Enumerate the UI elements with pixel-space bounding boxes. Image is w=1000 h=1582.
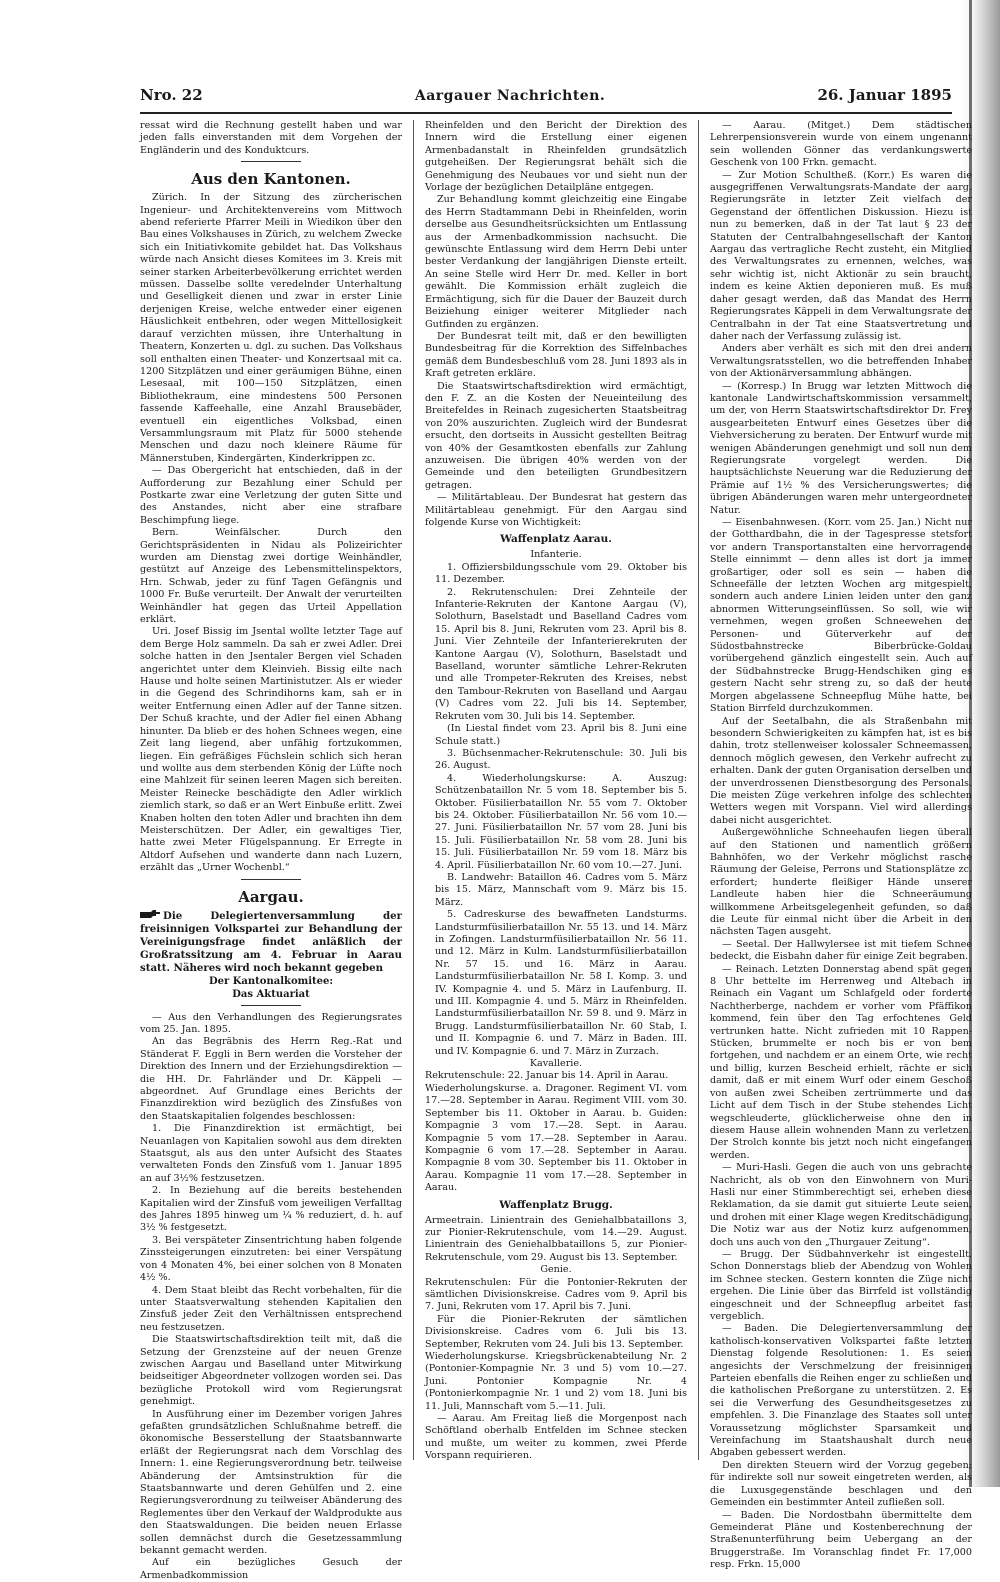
issue-number: Nro. 22 bbox=[140, 86, 203, 104]
list-item: 2. Rekrutenschulen: Drei Zehnteile der Infanterie-Rekruten der Kantone Aargau (V), Solothurn, Baselstadt und Baselland Cadres vom 15. April bis 8. Juni, Rekruten vom 23. April bis 8. Juni. Vier Zehnteile der Infanterierekruten der Kantone Aargau (V), Solothurn, Baselstadt und Baselland, worunter sämtliche Lehrer-Rekruten und alle Trompeter-Rekruten des Kreises, nebst den Tambour-Rekruten von Baselland und Aargau (V) Cadres vom 22. Juli bis 14. September, Rekruten vom 30. Juli bis 14. September. bbox=[435, 586, 687, 722]
paragraph: — (Korresp.) In Brugg war letzten Mittwoch die kantonale Landwirtschaftskommission versammelt, um der, von Herrn Staatswirtschaftsdirektor Dr. Frey ausgearbeiteten Entwurf eines Gesetzes über die Viehversicherung zu beraten. Der Entwurf wurde mit wenigen Abänderungen genehmigt und soll nun dem Regierungsrate vorgelegt werden. Die hauptsächlichste Neuerung war die Reduzierung der Prämie auf 1½ % des Versicherungswertes; die übrigen Abänderungen waren mehr untergeordneter Natur. bbox=[710, 380, 972, 516]
announcement bbox=[140, 910, 402, 975]
announcement-text: Die Delegiertenversammlung der freisinnigen Volkspartei zur Behandlung der Vereinigungsfrage findet anläßlich der Großratssitzung am 4. Februar in Aarau statt. Näheres wird noch bekannt gegeben bbox=[140, 909, 402, 974]
issue-date: 26. Januar 1895 bbox=[817, 86, 952, 104]
paragraph: — Militärtableau. Der Bundesrat hat gestern das Militärtableau genehmigt. Für den Aargau sind folgende Kurse von Wichtigkeit: bbox=[425, 492, 687, 528]
paragraph: An das Begräbnis des Herrn Reg.-Rat und Ständerat F. Eggli in Bern werden die Vorsteher der Direktion des Innern und der Erziehungsdirektion — die HH. Dr. Fahrländer und Dr. Käppeli — abgeordnet. Auf Grundlage eines Berichts der Finanzdirektion wird bezüglich des Zinsfußes von den Staatskapitalien folgendes beschlossen: bbox=[140, 1036, 402, 1122]
list-item: 5. Cadreskurse des bewaffneten Landsturms. Landsturmfüsilierbataillon Nr. 55 13. und 14. März in Zofingen. Landsturmfüsilierbataillon Nr. 56 11. und 12. März in Kulm. Landsturmfüsilierbataillon Nr. 57 15. und 16. März in Aarau. Landsturmfüsilierbataillon Nr. 58 I. Komp. 3. und IV. Kompagnie 4. und 5. März in Laufenburg. II. und III. Kompagnie 4. und 5. März in Rheinfelden. Landsturmfüsilierbataillon Nr. 59 8. und 9. März in Brugg. Landsturmfüsilierbataillon Nr. 60 Stab, I. und II. Kompagnie 6. und 7. März in Baden. III. und IV. Kompagnie 6. und 7. März in Zurzach. bbox=[435, 909, 687, 1057]
list-item: 1. Offiziersbildungsschule vom 29. Oktober bis 11. Dezember. bbox=[435, 561, 687, 586]
divider bbox=[241, 879, 301, 880]
paragraph: Auf ein bezügliches Gesuch der Armenbadkommission bbox=[140, 1557, 402, 1581]
paragraph: — Baden. Die Nordostbahn übermittelte dem Gemeinderat Pläne und Kostenberechnung der Straßenunterführung beim Uebergang an der Bruggerstraße. Im Voranschlag findet Fr. 17,000 resp. Frkn. 15,000 bbox=[710, 1509, 972, 1571]
paragraph-bern: Bern. Weinfälscher. Durch den Gerichtspräsidenten in Nidau als Polizeirichter wurden am Dienstag zwei dortige Weinhändler, gestützt auf Anzeige des Lebensmittelinspektors, Hrn. Schwab, jeder zu fünf Tagen Gefängnis und 1000 Fr. Buße verurteilt. Der Anwalt der verurteilten Weinhändler hat gegen das Urteil Appellation erklärt. bbox=[140, 527, 402, 626]
paragraph: Armeetrain. Linientrain des Geniehalbbataillons 3, zur Pionier-Rekrutenschule, vom 14.—29. August. Linientrain des Geniehalbbataillons 5, zur Pionier-Rekrutenschule, vom 29. August bis 13. September. bbox=[425, 1214, 687, 1263]
paragraph: In Ausführung einer im Dezember vorigen Jahres gefaßten grundsätzlichen Schlußnahme betreff. die ökonomische Besserstellung der Staatsbannwarte erläßt der Regierungsrat nach dem Vorschlag des Innern: 1. eine Regierungsverordnung betr. teilweise Abänderung der Amtsinstruktion für die Staatsbannwarte und deren Gehülfen und 2. eine Regierungsverordnung zu teilweiser Abänderung des Reglementes über den Verkauf der Waldprodukte aus den Staatswaldungen. Die beiden neuen Erlasse sollen demnächst durch die Gesetzessammlung bekannt gemacht werden. bbox=[140, 1408, 402, 1557]
paragraph: Für die Pionier-Rekruten der sämtlichen Divisionskreise. Cadres vom 6. Juli bis 13. September, Rekruten vom 24. Juli bis 13. September. bbox=[425, 1313, 687, 1350]
newspaper-page bbox=[140, 86, 972, 1581]
column-2 bbox=[425, 120, 687, 1460]
paragraph: — Das Obergericht hat entschieden, daß in der Aufforderung zur Bezahlung einer Schuld per Postkarte zwar eine Verletzung der guten Sitte und des Anstandes, nicht aber eine strafbare Beschimpfung liege. bbox=[140, 465, 402, 526]
paragraph: Rheinfelden und den Bericht der Direktion des Innern wird die Erstellung einer eigenen Armenbadanstalt in Rheinfelden grundsätzlich gutgeheißen. Der Regierungsrat behält sich die Genehmigung des Neubaues vor und sieht nun der Vorlage der bezüglichen Detailpläne entgegen. bbox=[425, 120, 687, 194]
page-header bbox=[140, 86, 952, 110]
list-item: 4. Wiederholungskurse: A. Auszug: Schützenbataillon Nr. 5 vom 18. September bis 5. Oktober. Füsilierbataillon Nr. 55 vom 7. Oktober bis 24. Oktober. Füsilierbataillon Nr. 56 vom 10.—27. Juni. Füsilierbataillon Nr. 57 vom 28. Juni bis 15. Juli. Füsilierbataillon Nr. 58 vom 28. Juni bis 15. Juli. Füsilierbataillon Nr. 59 vom 18. März bis 4. April. Füsilierbataillon Nr. 60 vom 10.—27. Juni. bbox=[435, 772, 687, 871]
paragraph: Anders aber verhält es sich mit den drei andern Verwaltungsratsstellen, wo die betreffenden Inhaber von der Aktionärversammlung abhängen. bbox=[710, 343, 972, 380]
paragraph: 3. Bei verspäteter Zinsentrichtung haben folgende Zinssteigerungen einzutreten: bei einer Verspätung von 4 Monaten 4%, bei einer solchen von 8 Monaten 4½ %. bbox=[140, 1234, 402, 1284]
pointing-hand-icon bbox=[140, 910, 160, 918]
divider bbox=[241, 161, 301, 162]
paragraph: — Aarau. (Mitget.) Dem städtischen Lehrerpensionsverein wurde von einem ungenannt sein wollenden Gönner das verdankungswerte Geschenk von 100 Frkn. gemacht. bbox=[710, 120, 972, 169]
paragraph: — Muri-Hasli. Gegen die auch von uns gebrachte Nachricht, als ob von den Einwohnern von Muri-Hasli nur einer Stimmberechtigt sei, erheben diese Reklamation, da sie damit gut situierte Leute seien, und drohen mit einer Klage wegen Kreditschädigung. Die Notiz war aus der Notiz kurz aufgenommen, doch uns auch von den „Thurgauer Zeitung“. bbox=[710, 1162, 972, 1248]
column-3 bbox=[710, 120, 972, 1571]
paragraph: — Baden. Die Delegiertenversammlung der katholisch-konservativen Volkspartei faßte letzten Dienstag folgende Resolutionen: 1. Es seien angesichts der Verschmelzung der freisinnigen Parteien ebenfalls die Reihen enger zu schließen und die katholischen Preßorgane zu unterstützen. 2. Es sei die Verwerfung des Gesundheitsgesetzes zu empfehlen. 3. Die Finanzlage des Staates soll unter Voraussetzung möglichster Sparsamkeit und Vereinfachung im Staatshaushalt durch neue Abgaben gebessert werden. bbox=[710, 1323, 972, 1459]
paragraph: — Brugg. Der Südbahnverkehr ist eingestellt. Schon Donnerstags blieb der Abendzug von Wohlen im Schnee stecken. Gestern konnten die Züge nicht ergehen. Die Linie über das Birrfeld ist vollständig eingeschneit und der Schneepflug arbeitet fast vergeblich. bbox=[710, 1248, 972, 1322]
subsection-label: Kavallerie. bbox=[529, 1058, 583, 1070]
subsection-title: Waffenplatz Brugg. bbox=[499, 1198, 613, 1211]
paragraph: — Aarau. Am Freitag ließ die Morgenpost nach Schöftland oberhalb Entfelden im Schnee stecken und mußte, um weiter zu kommen, zwei Pferde Vorspann requirieren. bbox=[425, 1413, 687, 1462]
paragraph: Die Staatswirtschaftsdirektion wird ermächtigt, den F. Z. an die Kosten der Neueinteilung des Breitefeldes in Reinach zugesicherten Staatsbeitrag von 20% auszurichten. Zugleich wird der Bundesrat ersucht, den dortseits in Aussicht gestellten Beitrag von 40% der Gesamtkosten ebenfalls zur Zahlung anzuweisen. Die übrigen 40% werden von der Gemeinde und den beteiligten Grundbesitzern getragen. bbox=[425, 380, 687, 491]
subsection-label: Infanterie. bbox=[530, 549, 582, 561]
list-item: 3. Büchsenmacher-Rekrutenschule: 30. Juli bis 26. August. bbox=[435, 747, 687, 772]
divider bbox=[241, 1005, 301, 1006]
paragraph: Der Bundesrat teilt mit, daß er den bewilligten Bundesbeitrag für die Korrektion des Siffelnbaches gemäß dem Bundesbeschluß vom 28. Juni 1893 als in Kraft getreten erkläre. bbox=[425, 330, 687, 380]
paragraph: ressat wird die Rechnung gestellt haben und war jeden falls einverstanden mit dem Vorgehen der Engländerin und des Konduktcurs. bbox=[140, 120, 402, 156]
columns bbox=[140, 120, 972, 1581]
paragraph-zuerich: Zürich. In der Sitzung des zürcherischen Ingenieur- und Architektenvereins vom Mittwoch abend referierte Pfarrer Meili in Wiedikon über den Bau eines Volkshauses in Zürich, zu welchem Zwecke sich ein Initiativkomite gebildet hat. Das Volkshaus würde nach Ansicht dieses Komitees im 3. Kreis mit seiner starken Arbeiterbevölkerung errichtet werden müssen. Dasselbe sollte veredelnder Unterhaltung und Geselligkeit dienen und zwar in erster Linie derjenigen Kreise, welche entweder einer eigenen Häuslichkeit entbehren, oder wegen Mittellosigkeit darauf verzichten müssen, ihre Unterhaltung in Theatern, Konzerten u. dgl. zu suchen. Das Volkshaus soll enthalten einen Theater- und Konzertsaal mit ca. 1200 Sitzplätzen und einer geräumigen Bühne, einen Lesesaal, mit 100—150 Sitzplätzen, einen Bibliothekraum, eine mindestens 500 Personen fassende Kaffeehalle, eine Anzahl Brausebäder, eventuell ein eigentliches Volksbad, einen Versammlungsraum mit Platz für 5000 stehende Menschen und dazu noch kleinere Räume für Männerstuben, Kindergärten, Kinderkrippen zc. bbox=[140, 192, 402, 464]
paragraph: Die Staatswirtschaftsdirektion teilt mit, daß die Setzung der Grenzsteine auf der neuen Grenze zwischen Aargau und Baselland unter Mitwirkung beidseitiger Abgeordneter vollzogen worden sei. Das bezügliche Protokoll wird vom Regierungsrat genehmigt. bbox=[140, 1334, 402, 1408]
column-rule bbox=[413, 120, 414, 1460]
newspaper-title: Aargauer Nachrichten. bbox=[414, 88, 606, 104]
paragraph: — Seetal. Der Hallwylersee ist mit tiefem Schnee bedeckt, die Eisbahn daher für einige Zeit begraben. bbox=[710, 938, 972, 963]
list-note: (In Liestal findet vom 23. April bis 8. Juni eine Schule statt.) bbox=[435, 723, 687, 747]
signature-komitee: Der Kantonalkomitee: bbox=[208, 975, 334, 987]
paragraph: 1. Die Finanzdirektion ist ermächtigt, bei Neuanlagen von Kapitalien sowohl aus dem direkten Staatsgut, als aus den unter Aufsicht des Staates verwalteten Fonds den Zinsfuß vom 1. Januar 1895 an auf 3½% festzusetzen. bbox=[140, 1123, 402, 1184]
paragraph: Zur Behandlung kommt gleichzeitig eine Eingabe des Herrn Stadtammann Debi in Rheinfelden, worin derselbe aus Gesundheitsrücksichten um Entlassung aus der Armenbadkommission nachsucht. Die gewünschte Entlassung wird dem Herrn Debi unter bester Verdankung der langjährigen Dienste erteilt. An seine Stelle wird Herr Dr. med. Keller in bort gewählt. Die Kommission erhält zugleich die Ermächtigung, sich für die Dauer der Bauzeit durch Beiziehung einiger weiterer Mitglieder nach Gutfinden zu ergänzen. bbox=[425, 194, 687, 330]
paragraph: 2. In Beziehung auf die bereits bestehenden Kapitalien wird der Zinsfuß vom jeweiligen Verfalltag des Jahres 1895 hinweg um ¼ % reduziert, d. h. auf 3½ % festgesetzt. bbox=[140, 1185, 402, 1234]
signature-aktuariat: Das Aktuariat bbox=[232, 988, 310, 1000]
paragraph: — Reinach. Letzten Donnerstag abend spät gegen 8 Uhr bettelte im Herrenweg und Altebach in Reinach ein Vagant um Schlafgeld oder forderte Nachtherberge, nachdem er vorher vom Pfäffikon kommend, fein über den Tag erfochtenes Geld vertrunken hatte. Nicht zufrieden mit 10 Rappen-Stücken, brummelte er noch bis er von bem fortgehen, und nachdem er an einem Orte, wie recht und billig, kurzen Bescheid erhielt, rächte er sich damit, daß er mit einem Wurf oder einem Geschoß von außen zwei Scheiben zertrümmerte und das Licht auf dem Tisch in der Stube stehendes Licht wegschleuderte, glücklicherweise ohne den in diesem Hause allein wohnenden Mann zu verletzen. Der Strolch konnte bis jetzt noch nicht eingefangen werden. bbox=[710, 963, 972, 1161]
header-rule bbox=[140, 112, 952, 114]
section-title-aargau: Aargau. bbox=[238, 887, 304, 906]
subsection-title: Waffenplatz Aarau. bbox=[500, 533, 612, 546]
list-note: B. Landwehr: Bataillon 46. Cadres vom 5. März bis 15. März, Mannschaft vom 9. März bis 15. März. bbox=[435, 871, 687, 908]
section-title: Aus den Kantonen. bbox=[191, 170, 351, 189]
paragraph: Außergewöhnliche Schneehaufen liegen überall auf den Stationen und namentlich größern Bahnhöfen, wo der Verkehr möglichst rasche Räumung der Geleise, Perrons und Stationsplätze zc. erfordert; hunderte fleißiger Hände unserer Landleute haben hier die Schneeräumung willkommene Arbeitsgelegenheit gefunden, so daß die Leute für einmal nicht über die Arbeit in den nächsten Tagen ausgeht. bbox=[710, 827, 972, 938]
subsection-label: Genie. bbox=[540, 1264, 572, 1276]
paragraph: 4. Dem Staat bleibt das Recht vorbehalten, für die unter Staatsverwaltung stehenden Kapitalien den Zinsfuß jeder Zeit den Verhältnissen entsprechend neu festzusetzen. bbox=[140, 1284, 402, 1333]
paragraph: Auf der Seetalbahn, die als Straßenbahn mit besondern Schwierigkeiten zu kämpfen hat, ist es bis dahin, trotz stellenweiser kolossaler Schneemassen, dennoch möglich gewesen, den Verkehr aufrecht zu erhalten. Dank der guten Organisation derselben und der unverdrossenen Dienstbesorgung des Personals. Die meisten Züge verkehren infolge des schlechten Wetters wegen mit Vorspann. Viel wird allerdings dabei nicht ausgerichtet. bbox=[710, 715, 972, 826]
paragraph: Wiederholungskurse. Kriegsbrückenabteilung Nr. 2 (Pontonier-Kompagnie Nr. 3 und 5) vom 10.—27. Juni. Pontonier Kompagnie Nr. 4 (Pontonierkompagnie Nr. 1 und 2) vom 18. Juni bis 11. Juli, Mannschaft vom 5.—11. Juli. bbox=[425, 1351, 687, 1412]
paragraph: Wiederholungskurse. a. Dragoner. Regiment VI. vom 17.—28. September in Aarau. Regiment VIII. vom 30. September bis 11. Oktober in Aarau. b. Guiden: Kompagnie 3 vom 17.—28. Sept. in Aarau. Kompagnie 5 vom 17.—28. September in Aarau. Kompagnie 6 vom 17.—28. September in Aarau. Kompagnie 8 vom 30. September bis 11. Oktober in Aarau. Kompagnie 11 vom 17.—28. September in Aarau. bbox=[425, 1082, 687, 1194]
paragraph-uri: Uri. Josef Bissig im Jsental wollte letzter Tage auf dem Berge Holz sammeln. Da sah er zwei Adler. Drei solche hatten in den Jsentaler Bergen viel Schaden angerichtet unter dem Kleinvieh. Bissig eilte nach Hause und holte seinen Martinistutzer. Als er wieder in die Gegend des Schrindihorns kam, sah er in weiter Entfernung einen Adler auf der Tanne sitzen. Der Schuß krachte, und der Adler fiel einen Abhang hinunter. Da blieb er des hohen Schnees wegen, eine Zeit lang liegend, aber unfähig fortzukommen, liegen. Ein gefräßiges Füchslein schlich sich heran und wollte aus dem sterbenden König der Lüfte noch eine Mahlzeit für seinen leeren Magen sich bereiten. Meister Reinecke beschädigte den Adler wirklich ziemlich stark, so daß er an Wert Einbuße erlitt. Zwei Knaben holten den toten Adler und brachten ihn dem Meisterschützen. Der Adler, ein gewaltiges Tier, hatte zwei Meter Flügelspannung. Er Erregte in Altdorf Aufsehen und wanderte dann nach Luzern, erzählt das „Urner Wochenbl.“ bbox=[140, 626, 402, 874]
column-1 bbox=[140, 120, 402, 1581]
paragraph: — Zur Motion Schultheß. (Korr.) Es waren die ausgegriffenen Verwaltungsrats-Mandate der aarg. Regierungsräte in letzter Zeit vielfach der Gegenstand der öffentlichen Diskussion. Hiezu ist nun zu bemerken, daß in der Tat laut § 23 der Statuten der Centralbahngesellschaft der Kanton Aargau das vertragliche Recht zusteht, ein Mitglied des Verwaltungsrates zu ernennen, welches, was sehr wichtig ist, nicht Aktionär zu sein braucht, indem es keine Aktien deponieren muß. Es muß daher gesagt werden, daß das Mandat des Herrn Regierungsrates Käppeli in dem Verwaltungsrate der Centralbahn in der Tat eine Staatsvertretung und daher nach der Verfassung zulässig ist. bbox=[710, 169, 972, 342]
paragraph: Rekrutenschulen: Für die Pontonier-Rekruten der sämtlichen Divisionskreise. Cadres vom 9. April bis 7. Juni, Rekruten vom 17. April bis 7. Juni. bbox=[425, 1276, 687, 1313]
paragraph: — Aus den Verhandlungen des Regierungsrates vom 25. Jan. 1895. bbox=[140, 1011, 402, 1035]
paragraph: — Eisenbahnwesen. (Korr. vom 25. Jan.) Nicht nur der Gotthardbahn, die in der Tagespresse stetsfort vor andern Transportanstalten eine hervorragende Stelle einnimmt — denn alles ist dort ja immer großartiger, oder soll es sein — haben die Schneefälle der letzten Wochen arg mitgespielt, sondern auch andere Linien leiden unter den ganz abnormen Witterungseinflüssen. So soll, wie wir vernehmen, wegen großen Schneewehen der Personen- und Güterverkehr auf der Südostbahnstrecke Biberbrücke-Goldau vorübergehend gänzlich eingestellt sein. Auch auf der Südbahnstrecke Brugg-Hendschiken ging es gestern Nacht sehr streng zu, so daß der heute Morgen abgelassene Schneepflug Mühe hatte, bei Station Birrfeld durchzukommen. bbox=[710, 517, 972, 715]
paragraph: Rekrutenschule: 22. Januar bis 14. April in Aarau. bbox=[425, 1070, 669, 1082]
column-rule bbox=[698, 120, 699, 1460]
paragraph: Den direkten Steuern wird der Vorzug gegeben; für indirekte soll nur soweit eingetreten werden, als die Luxusgegenstände beschlagen und den Gemeinden ein bestimmter Anteil zufließen soll. bbox=[710, 1459, 972, 1509]
